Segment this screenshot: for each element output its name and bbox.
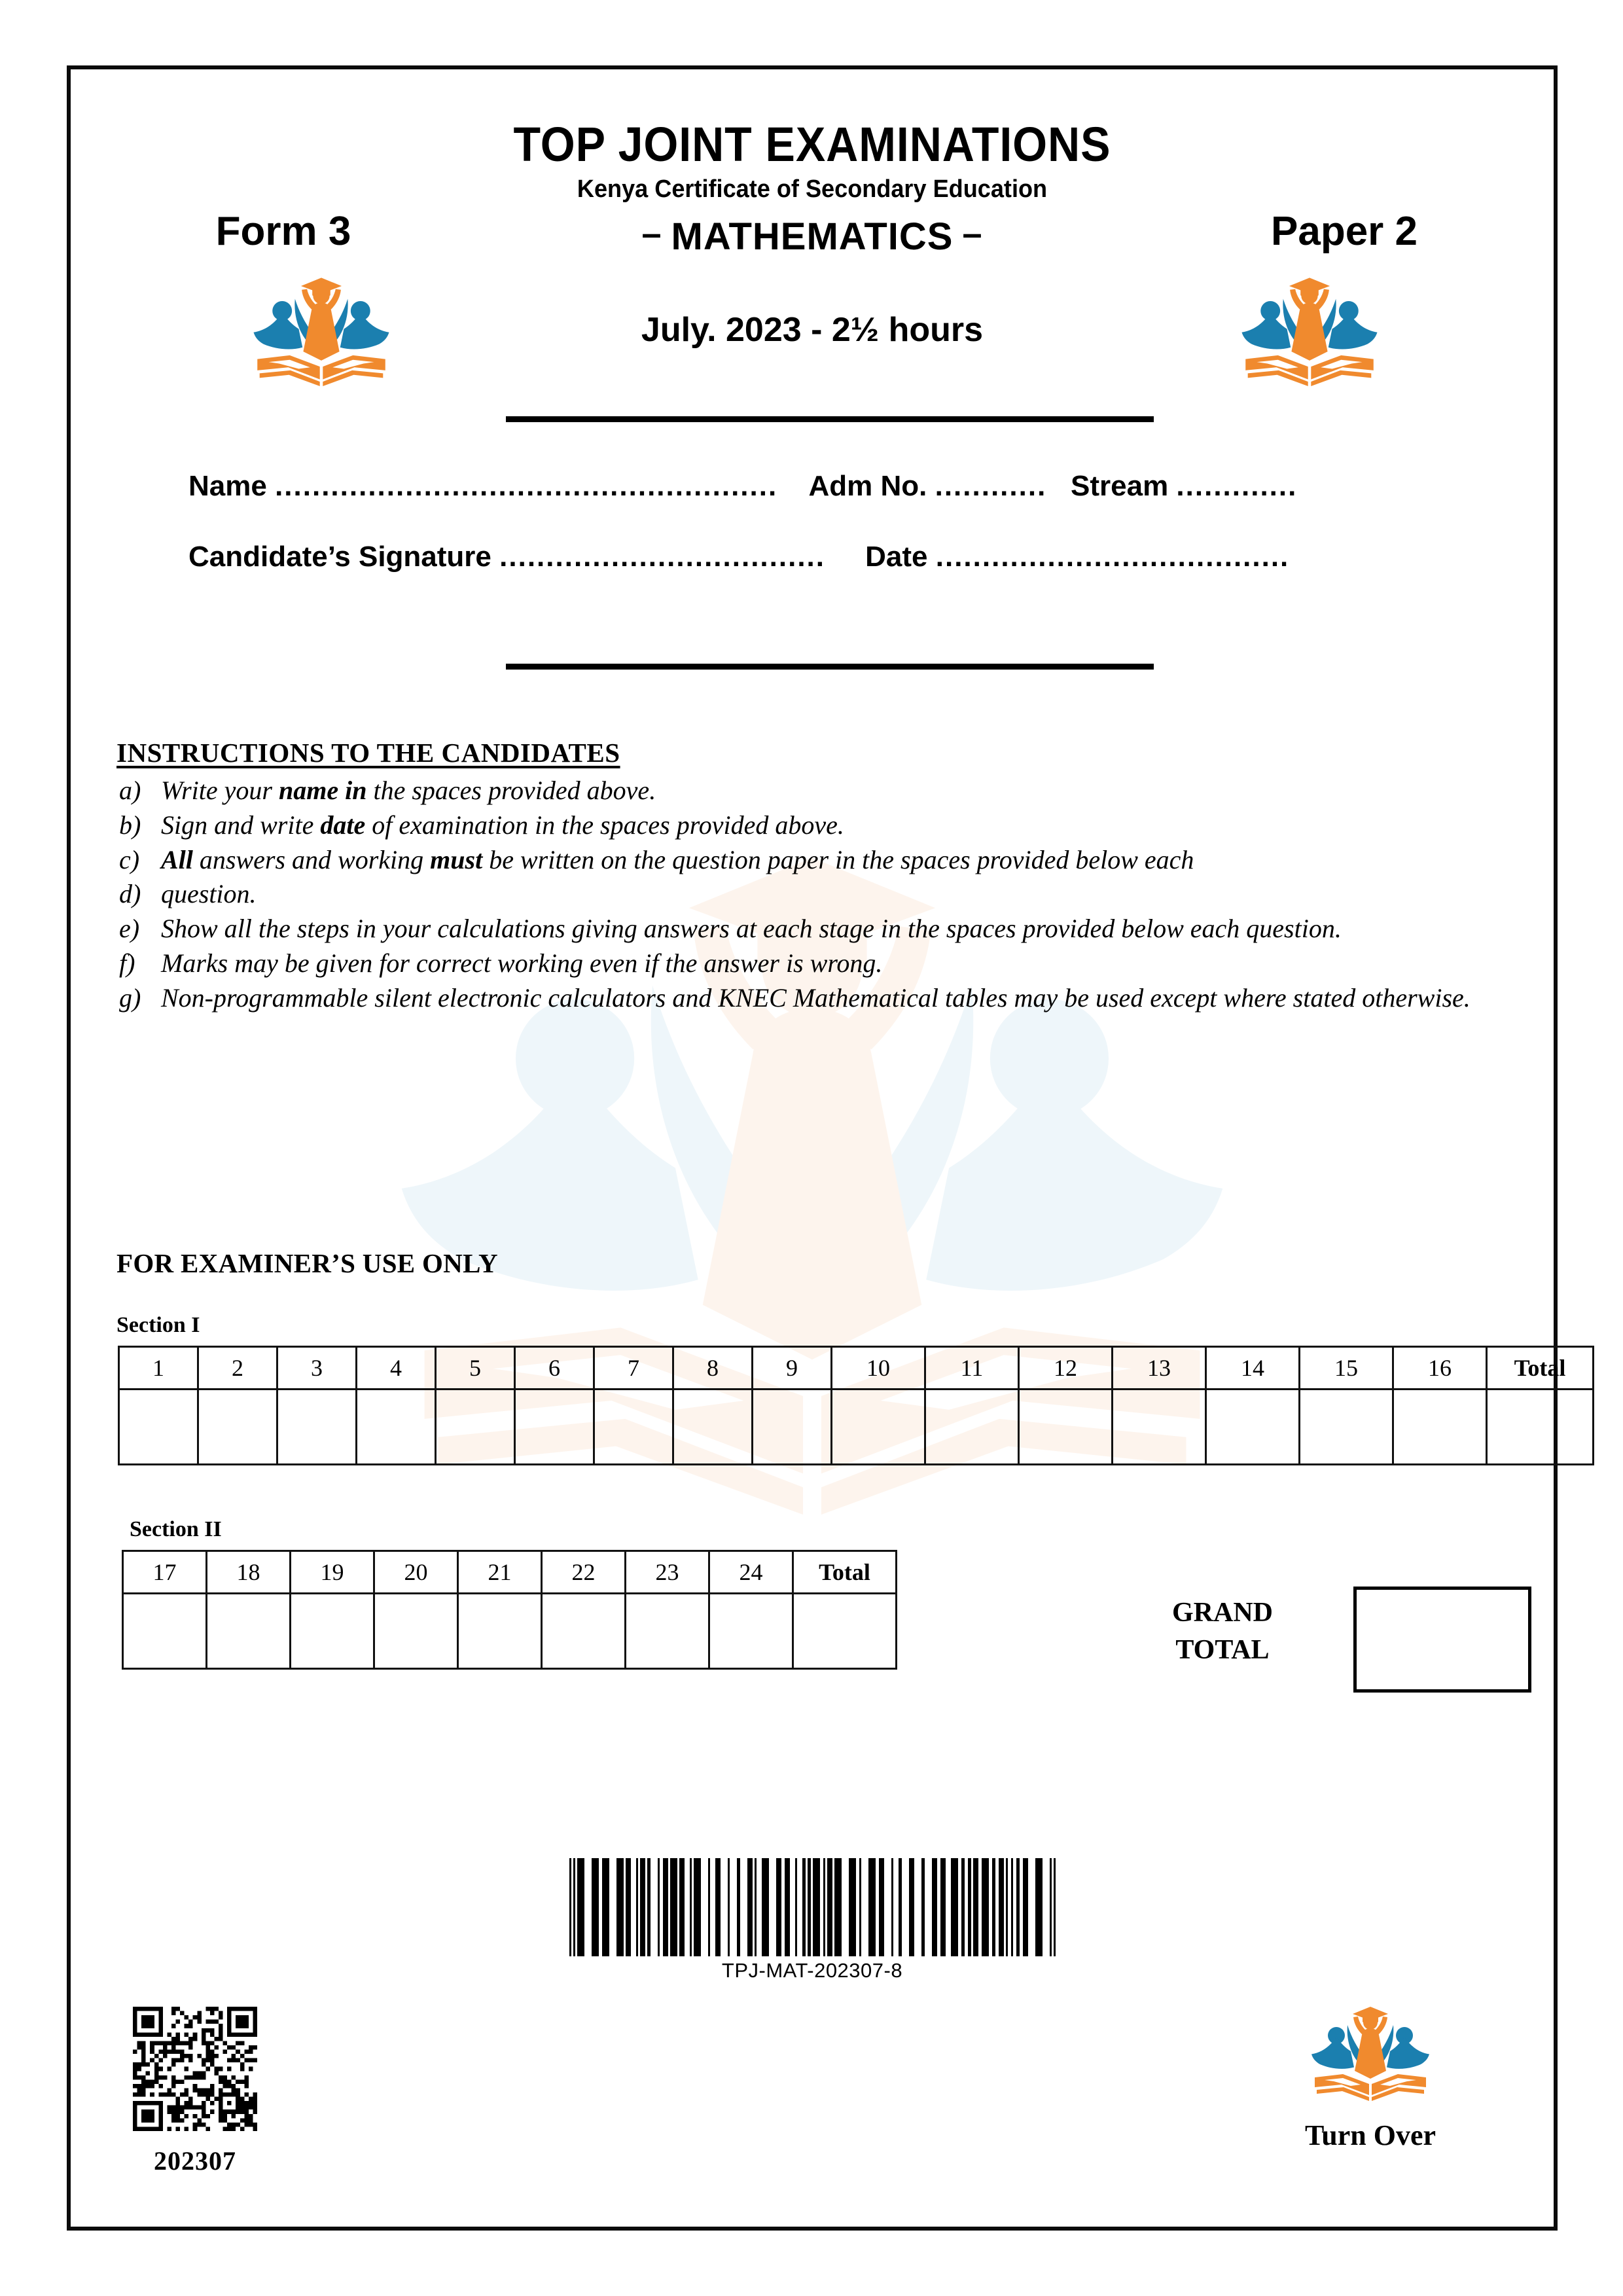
examiner-use-heading: FOR EXAMINER’S USE ONLY (116, 1248, 498, 1278)
question-number-cell: 21 (458, 1551, 542, 1594)
score-entry-cell[interactable] (1393, 1390, 1487, 1465)
instruction-text: the spaces provided above. (366, 776, 656, 805)
question-number-cell: 14 (1206, 1347, 1300, 1390)
dash-left-icon: – (641, 214, 662, 253)
page-border (67, 65, 1566, 2231)
question-number-cell: 11 (925, 1347, 1019, 1390)
certificate-subtitle: Kenya Certificate of Secondary Education (577, 175, 1048, 203)
stream-label: Stream (1071, 470, 1169, 502)
score-entry-cell[interactable] (753, 1390, 832, 1465)
question-number-cell: 8 (673, 1347, 753, 1390)
barcode-image (569, 1858, 1056, 1956)
question-number-cell: 15 (1300, 1347, 1393, 1390)
date-input-line[interactable]: ...................................... (935, 541, 1290, 573)
exam-logo-icon-right (1234, 263, 1385, 394)
instruction-item (116, 843, 1514, 878)
question-number-cell: 1 (119, 1347, 198, 1390)
question-number-cell: 16 (1393, 1347, 1487, 1390)
instruction-item (116, 808, 1514, 843)
instruction-marker: a) (119, 776, 141, 805)
table-row (123, 1594, 897, 1669)
grand-total-box[interactable] (1353, 1587, 1531, 1693)
score-entry-cell[interactable] (458, 1594, 542, 1669)
instruction-item (116, 981, 1514, 1016)
question-number-cell: 3 (277, 1347, 357, 1390)
instruction-text: Write your (161, 776, 279, 805)
dash-right-icon: – (962, 214, 983, 253)
instruction-text: Marks may be given for correct working even if the answer is wrong. (161, 948, 883, 978)
question-number-cell: 10 (832, 1347, 925, 1390)
instruction-text: answers and working (192, 844, 431, 874)
score-entry-cell[interactable] (207, 1594, 291, 1669)
question-number-cell: 12 (1019, 1347, 1113, 1390)
question-number-cell: 18 (207, 1551, 291, 1594)
score-entry-cell[interactable] (709, 1594, 793, 1669)
instruction-text: Non-programmable silent electronic calculators and KNEC Mathematical tables may be used except where stated otherwise. (161, 982, 1471, 1013)
instructions-section (116, 737, 1514, 1016)
score-entry-cell[interactable] (542, 1594, 626, 1669)
score-entry-cell[interactable] (277, 1390, 357, 1465)
instruction-text: must (430, 844, 483, 874)
question-number-cell: Total (793, 1551, 897, 1594)
score-entry-cell[interactable] (123, 1594, 207, 1669)
exam-date-duration: July. 2023 - 2½ hours (641, 311, 984, 349)
instruction-text: name in (278, 776, 367, 805)
turn-over-area (1259, 1994, 1482, 2152)
question-number-cell: 6 (515, 1347, 594, 1390)
turn-over-label: Turn Over (1304, 2119, 1436, 2151)
score-entry-cell[interactable] (1113, 1390, 1206, 1465)
score-entry-cell[interactable] (291, 1594, 374, 1669)
question-number-cell: 2 (198, 1347, 277, 1390)
score-entry-cell[interactable] (1019, 1390, 1113, 1465)
instructions-list (116, 774, 1514, 1016)
question-number-cell: 19 (291, 1551, 374, 1594)
question-number-cell: 22 (542, 1551, 626, 1594)
adm-no-input-line[interactable]: ............ (935, 470, 1047, 502)
section-1-label: Section I (116, 1313, 200, 1337)
instruction-marker: c) (119, 844, 140, 874)
instruction-text: of examination in the spaces provided above. (365, 810, 844, 840)
score-entry-cell[interactable] (925, 1390, 1019, 1465)
score-entry-cell[interactable] (357, 1390, 436, 1465)
grand-total-line-2: TOTAL (1175, 1634, 1270, 1665)
grand-total-line-1: GRAND (1172, 1598, 1273, 1628)
table-row-header (123, 1551, 897, 1594)
section-2-label: Section II (130, 1517, 222, 1541)
name-input-line[interactable]: ...................................................... (275, 470, 778, 502)
barcode-label: TPJ-MAT-202307-8 (721, 1959, 903, 1982)
question-number-cell: 13 (1113, 1347, 1206, 1390)
header-divider-top (506, 416, 1154, 422)
signature-input-line[interactable]: ................................... (499, 541, 826, 573)
instruction-marker: f) (119, 948, 135, 978)
section-2-score-table[interactable] (122, 1550, 897, 1670)
question-number-cell: 4 (357, 1347, 436, 1390)
question-number-cell: 7 (594, 1347, 673, 1390)
instruction-item (116, 774, 1514, 808)
stream-input-line[interactable]: ............. (1176, 470, 1298, 502)
score-entry-cell[interactable] (198, 1390, 277, 1465)
grand-total-label (1137, 1594, 1308, 1668)
score-entry-cell[interactable] (626, 1594, 709, 1669)
score-entry-cell[interactable] (1487, 1390, 1594, 1465)
candidate-signature-row (188, 541, 1495, 573)
score-entry-cell[interactable] (832, 1390, 925, 1465)
score-entry-cell[interactable] (374, 1594, 458, 1669)
score-entry-cell[interactable] (515, 1390, 594, 1465)
question-number-cell: 17 (123, 1551, 207, 1594)
instruction-marker: b) (119, 810, 141, 840)
barcode-area (71, 1850, 1554, 1982)
exam-body-title: TOP JOINT EXAMINATIONS (513, 117, 1111, 171)
name-label: Name (188, 470, 267, 502)
instruction-marker: e) (119, 914, 140, 944)
signature-label: Candidate’s Signature (188, 541, 491, 573)
instruction-text: date (320, 810, 366, 840)
instructions-heading: INSTRUCTIONS TO THE CANDIDATES (116, 738, 620, 768)
date-label: Date (865, 541, 928, 573)
score-entry-cell[interactable] (594, 1390, 673, 1465)
score-entry-cell[interactable] (793, 1594, 897, 1669)
exam-logo-icon-left (246, 263, 397, 394)
question-number-cell: 24 (709, 1551, 793, 1594)
instruction-item (116, 912, 1514, 946)
subject-name: MATHEMATICS (671, 215, 954, 258)
qr-code-label: 202307 (154, 2146, 236, 2176)
question-number-cell: 9 (753, 1347, 832, 1390)
section-1-score-table[interactable] (118, 1346, 1594, 1465)
instruction-marker: g) (119, 982, 141, 1013)
instruction-text: question. (161, 879, 257, 909)
instruction-text: Show all the steps in your calculations giving answers at each stage in the spaces provided below each question. (161, 914, 1342, 944)
score-entry-cell[interactable] (1300, 1390, 1393, 1465)
adm-no-label: Adm No. (808, 470, 927, 502)
header-divider-bottom (506, 664, 1154, 670)
instruction-text: be written on the question paper in the spaces provided below each (482, 844, 1194, 874)
table-row-header (119, 1347, 1594, 1390)
candidate-identity-row (188, 470, 1495, 503)
question-number-cell: 5 (436, 1347, 515, 1390)
table-row (119, 1390, 1594, 1465)
instruction-marker: d) (119, 879, 141, 909)
question-number-cell: 23 (626, 1551, 709, 1594)
question-number-cell: Total (1487, 1347, 1594, 1390)
form-level-label: Form 3 (215, 209, 351, 254)
instruction-text: Sign and write (161, 810, 321, 840)
exam-logo-icon-footer (1305, 1994, 1436, 2108)
qr-code-area (110, 2007, 280, 2176)
score-entry-cell[interactable] (1206, 1390, 1300, 1465)
question-number-cell: 20 (374, 1551, 458, 1594)
instruction-item (116, 877, 1514, 912)
qr-code-image (133, 2007, 257, 2131)
instruction-text: All (161, 844, 193, 874)
score-entry-cell[interactable] (436, 1390, 515, 1465)
score-entry-cell[interactable] (673, 1390, 753, 1465)
instruction-item (116, 946, 1514, 981)
subject-title (437, 215, 1187, 259)
paper-number-label: Paper 2 (1270, 209, 1418, 254)
score-entry-cell[interactable] (119, 1390, 198, 1465)
